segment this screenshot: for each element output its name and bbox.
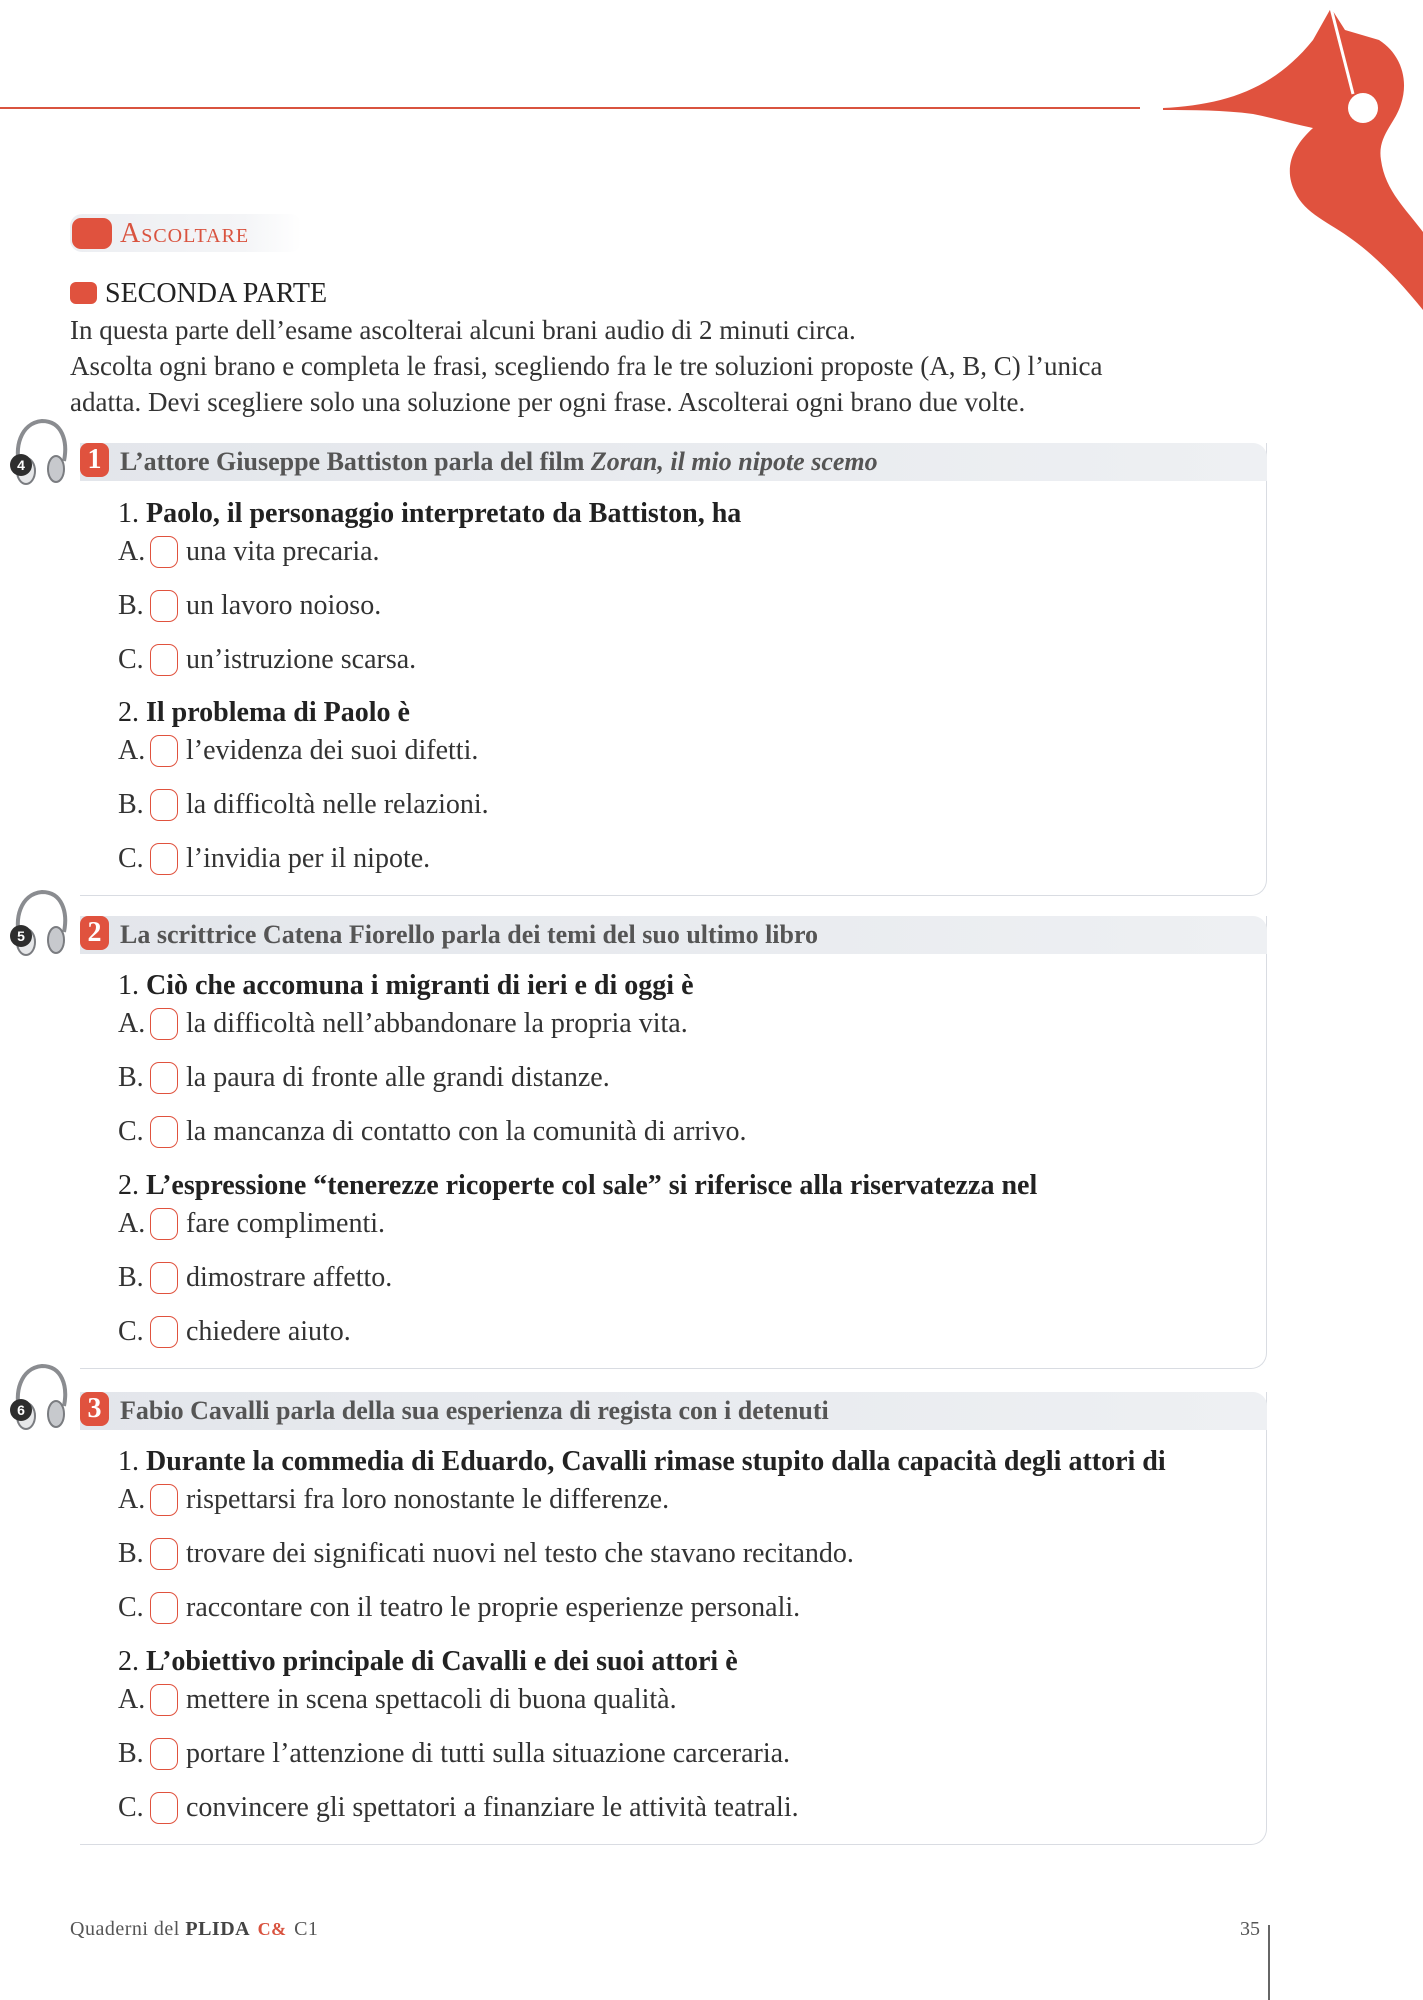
option: C. chiedere aiuto. [118,1316,351,1347]
answer-checkbox[interactable] [150,1738,178,1770]
option: A. mettere in scena spettacoli di buona qualità. [118,1684,677,1715]
instructions-line: adatta. Devi scegliere solo una soluzione per ogni frase. Ascolterai ogni brano due volte. [70,387,1026,417]
option: C. la mancanza di contatto con la comunità di arrivo. [118,1116,747,1147]
svg-text:6: 6 [17,1402,25,1418]
answer-checkbox[interactable] [150,1316,178,1348]
answer-checkbox[interactable] [150,536,178,568]
option: C. l’invidia per il nipote. [118,843,431,874]
option: A. l’evidenza dei suoi difetti. [118,735,479,766]
answer-checkbox[interactable] [150,735,178,767]
question: 1. Paolo, il personaggio interpretato da Battiston, ha [118,498,742,529]
exercise-number: 2 [80,916,109,950]
question: 1. Ciò che accomuna i migranti di ieri e di oggi è [118,970,694,1001]
section-tag [70,214,302,252]
option: C. un’istruzione scarsa. [118,644,417,675]
headphones-icon [8,1360,70,1440]
plida-logo-icon: C& [257,1919,287,1939]
exercise-header [80,1392,1267,1430]
exercise-title: Fabio Cavalli parla della sua esperienza di regista con i detenuti [120,1396,829,1425]
exercise-number: 1 [80,443,109,477]
answer-checkbox[interactable] [150,843,178,875]
instructions-line: In questa parte dell’esame ascolterai alcuni brani audio di 2 minuti circa. [70,315,856,345]
header-rule [0,107,1140,109]
answer-checkbox[interactable] [150,1116,178,1148]
footer-level: C1 [294,1918,319,1940]
answer-checkbox[interactable] [150,1592,178,1624]
answer-checkbox[interactable] [150,1008,178,1040]
part-title: SECONDA PARTE [70,278,327,310]
option: C. raccontare con il teatro le proprie esperienze personali. [118,1592,801,1623]
exercise-number: 3 [80,1392,109,1426]
option: A. fare complimenti. [118,1208,386,1239]
exercise-title: La scrittrice Catena Fiorello parla dei temi del suo ultimo libro [120,920,819,949]
option: A. una vita precaria. [118,536,380,567]
pen-nib-icon [1163,0,1423,310]
answer-checkbox[interactable] [150,1208,178,1240]
footer-brand: PLIDA [185,1918,251,1940]
footer: Quaderni del PLIDA C& C1 [70,1918,319,1940]
question: 2. Il problema di Paolo è [118,697,410,728]
option: A. la difficoltà nell’abbandonare la propria vita. [118,1008,688,1039]
question: 1. Durante la commedia di Eduardo, Cavalli rimase stupito dalla capacità degli attori di [118,1446,1166,1477]
answer-checkbox[interactable] [150,644,178,676]
answer-checkbox[interactable] [150,1792,178,1824]
exercise-header [80,916,1267,954]
answer-checkbox[interactable] [150,1262,178,1294]
page-number: 35 [1240,1918,1260,1940]
page-rule [1268,1925,1270,2000]
answer-checkbox[interactable] [150,789,178,821]
option: A. rispettarsi fra loro nonostante le differenze. [118,1484,670,1515]
question: 2. L’espressione “tenerezze ricoperte col sale” si riferisce alla riservatezza nel [118,1170,1038,1201]
option: B. un lavoro noioso. [118,590,382,621]
section-marker [72,218,112,249]
instructions [70,312,1270,420]
part-marker [70,282,97,304]
answer-checkbox[interactable] [150,1684,178,1716]
answer-checkbox[interactable] [150,1062,178,1094]
option: B. portare l’attenzione di tutti sulla situazione carceraria. [118,1738,791,1769]
answer-checkbox[interactable] [150,590,178,622]
svg-text:5: 5 [17,928,25,944]
svg-text:4: 4 [17,457,25,473]
option: B. la difficoltà nelle relazioni. [118,789,489,820]
option: B. trovare dei significati nuovi nel testo che stavano recitando. [118,1538,854,1569]
question: 2. L’obiettivo principale di Cavalli e dei suoi attori è [118,1646,738,1677]
answer-checkbox[interactable] [150,1538,178,1570]
option: B. la paura di fronte alle grandi distanze. [118,1062,610,1093]
exercise-header [80,443,1267,481]
option: B. dimostrare affetto. [118,1262,393,1293]
answer-checkbox[interactable] [150,1484,178,1516]
headphones-icon [8,415,70,495]
exercise-title: L’attore Giuseppe Battiston parla del film Zoran, il mio nipote scemo [120,447,878,476]
option: C. convincere gli spettatori a finanziare le attività teatrali. [118,1792,799,1823]
instructions-line: Ascolta ogni brano e completa le frasi, scegliendo fra le tre soluzioni proposte (A, B, C) l’unica [70,351,1103,381]
headphones-icon [8,886,70,966]
section-label: Ascoltare [120,218,250,249]
